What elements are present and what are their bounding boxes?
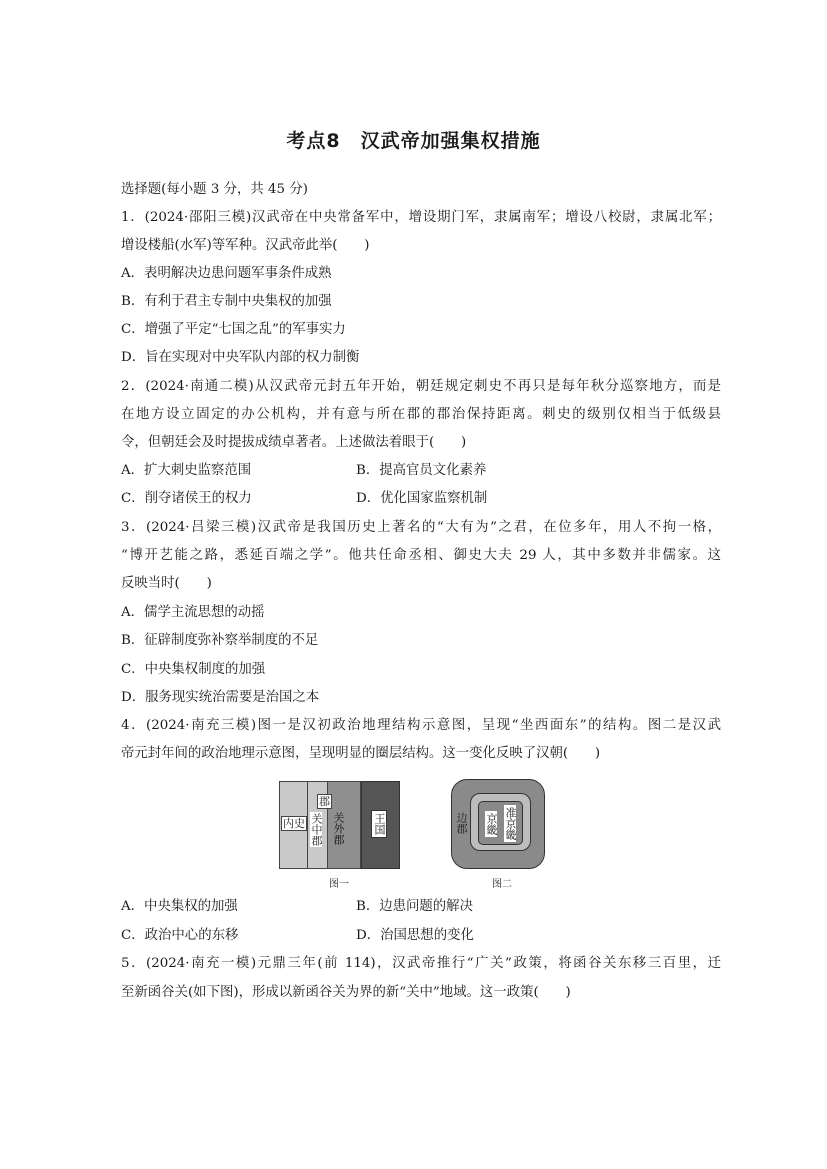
- q3-option-d: D．服务现实统治需要是治国之本: [121, 690, 320, 705]
- figure-1: [279, 781, 400, 869]
- fig1-label-guanzhongjun: 关中郡: [310, 813, 323, 846]
- q2-stem-line2: 在地方设立固定的办公机构，并有意与所在郡的郡治保持距离。刺史的级别仅相当于低级县: [121, 407, 721, 422]
- q5-stem-line1: 5．(2024·南充一模)元鼎三年(前 114)，汉武帝推行“广关”政策，将函谷关东移三百里，迁: [121, 956, 721, 971]
- q3-stem-line2: “博开艺能之路，悉延百端之学”。他共任命丞相、御史大夫 29 人，其中多数并非儒家。这: [121, 548, 721, 563]
- fig2-label-bianjun: 边郡: [455, 812, 468, 834]
- q3-option-a: A．儒学主流思想的动摇: [121, 605, 265, 620]
- q4-option-b: B．边患问题的解决: [356, 899, 473, 914]
- q4-option-c: C．政治中心的东移: [121, 928, 239, 943]
- q1-option-d: D．旨在实现对中央军队内部的权力制衡: [121, 350, 360, 365]
- figure-1-caption: 图一: [329, 879, 349, 890]
- q3-stem-line1: 3．(2024·吕梁三模)汉武帝是我国历史上著名的“大有为”之君，在位多年，用人不拘一格，: [121, 520, 721, 535]
- q1-option-b: B．有利于君主专制中央集权的加强: [121, 294, 332, 309]
- q3-option-c: C．中央集权制度的加强: [121, 662, 266, 677]
- fig2-label-jingji: 京畿: [485, 813, 498, 835]
- fig1-label-wangguo: 王国: [371, 810, 387, 838]
- q1-option-a: A．表明解决边患问题军事条件成熟: [121, 266, 332, 281]
- q2-option-d: D．优化国家监察机制: [356, 491, 488, 506]
- fig1-label-neishi: 内史: [283, 817, 305, 830]
- q4-stem-line1: 4．(2024·南充三模)图一是汉初政治地理结构示意图，呈现“坐西面东”的结构。图二是汉武: [121, 718, 721, 733]
- q2-stem-line3: 令，但朝廷会及时提拔成绩卓著者。上述做法着眼于( ): [121, 435, 467, 450]
- figure-2-caption: 图二: [492, 879, 512, 890]
- fig2-label-zhunjingji: 准京畿: [504, 807, 517, 840]
- q4-option-a: A．中央集权的加强: [121, 899, 238, 914]
- q2-stem-line1: 2．(2024·南通二模)从汉武帝元封五年开始，朝廷规定刺史不再只是每年秋分巡察地方，而是: [121, 379, 721, 394]
- q1-stem-line2: 增设楼船(水军)等军种。汉武帝此举( ): [121, 238, 370, 253]
- q2-option-b: B．提高官员文化素养: [356, 463, 487, 478]
- fig1-label-jun: 郡: [319, 795, 330, 808]
- instructions: 选择题(每小题 3 分，共 45 分): [121, 182, 308, 197]
- q4-stem-line2: 帝元封年间的政治地理示意图，呈现明显的圈层结构。这一变化反映了汉朝( ): [121, 746, 601, 761]
- q3-stem-line3: 反映当时( ): [121, 576, 212, 591]
- q4-option-d: D．治国思想的变化: [356, 928, 474, 943]
- page-title: 考点8 汉武帝加强集权措施: [286, 130, 541, 152]
- q2-option-a: A．扩大刺史监察范围: [121, 463, 252, 478]
- q1-option-c: C．增强了平定“七国之乱”的军事实力: [121, 322, 346, 337]
- figure-2: [451, 779, 545, 869]
- q2-option-c: C．削夺诸侯王的权力: [121, 491, 252, 506]
- q3-option-b: B．征辟制度弥补察举制度的不足: [121, 633, 319, 648]
- q1-stem-line1: 1．(2024·邵阳三模)汉武帝在中央常备军中，增设期门军，隶属南军；增设八校尉，隶属北军；: [121, 210, 721, 225]
- fig1-label-guanwaijun: 关外郡: [332, 812, 345, 845]
- q5-stem-line2: 至新函谷关(如下图)，形成以新函谷关为界的新“关中”地域。这一政策( ): [121, 985, 571, 1000]
